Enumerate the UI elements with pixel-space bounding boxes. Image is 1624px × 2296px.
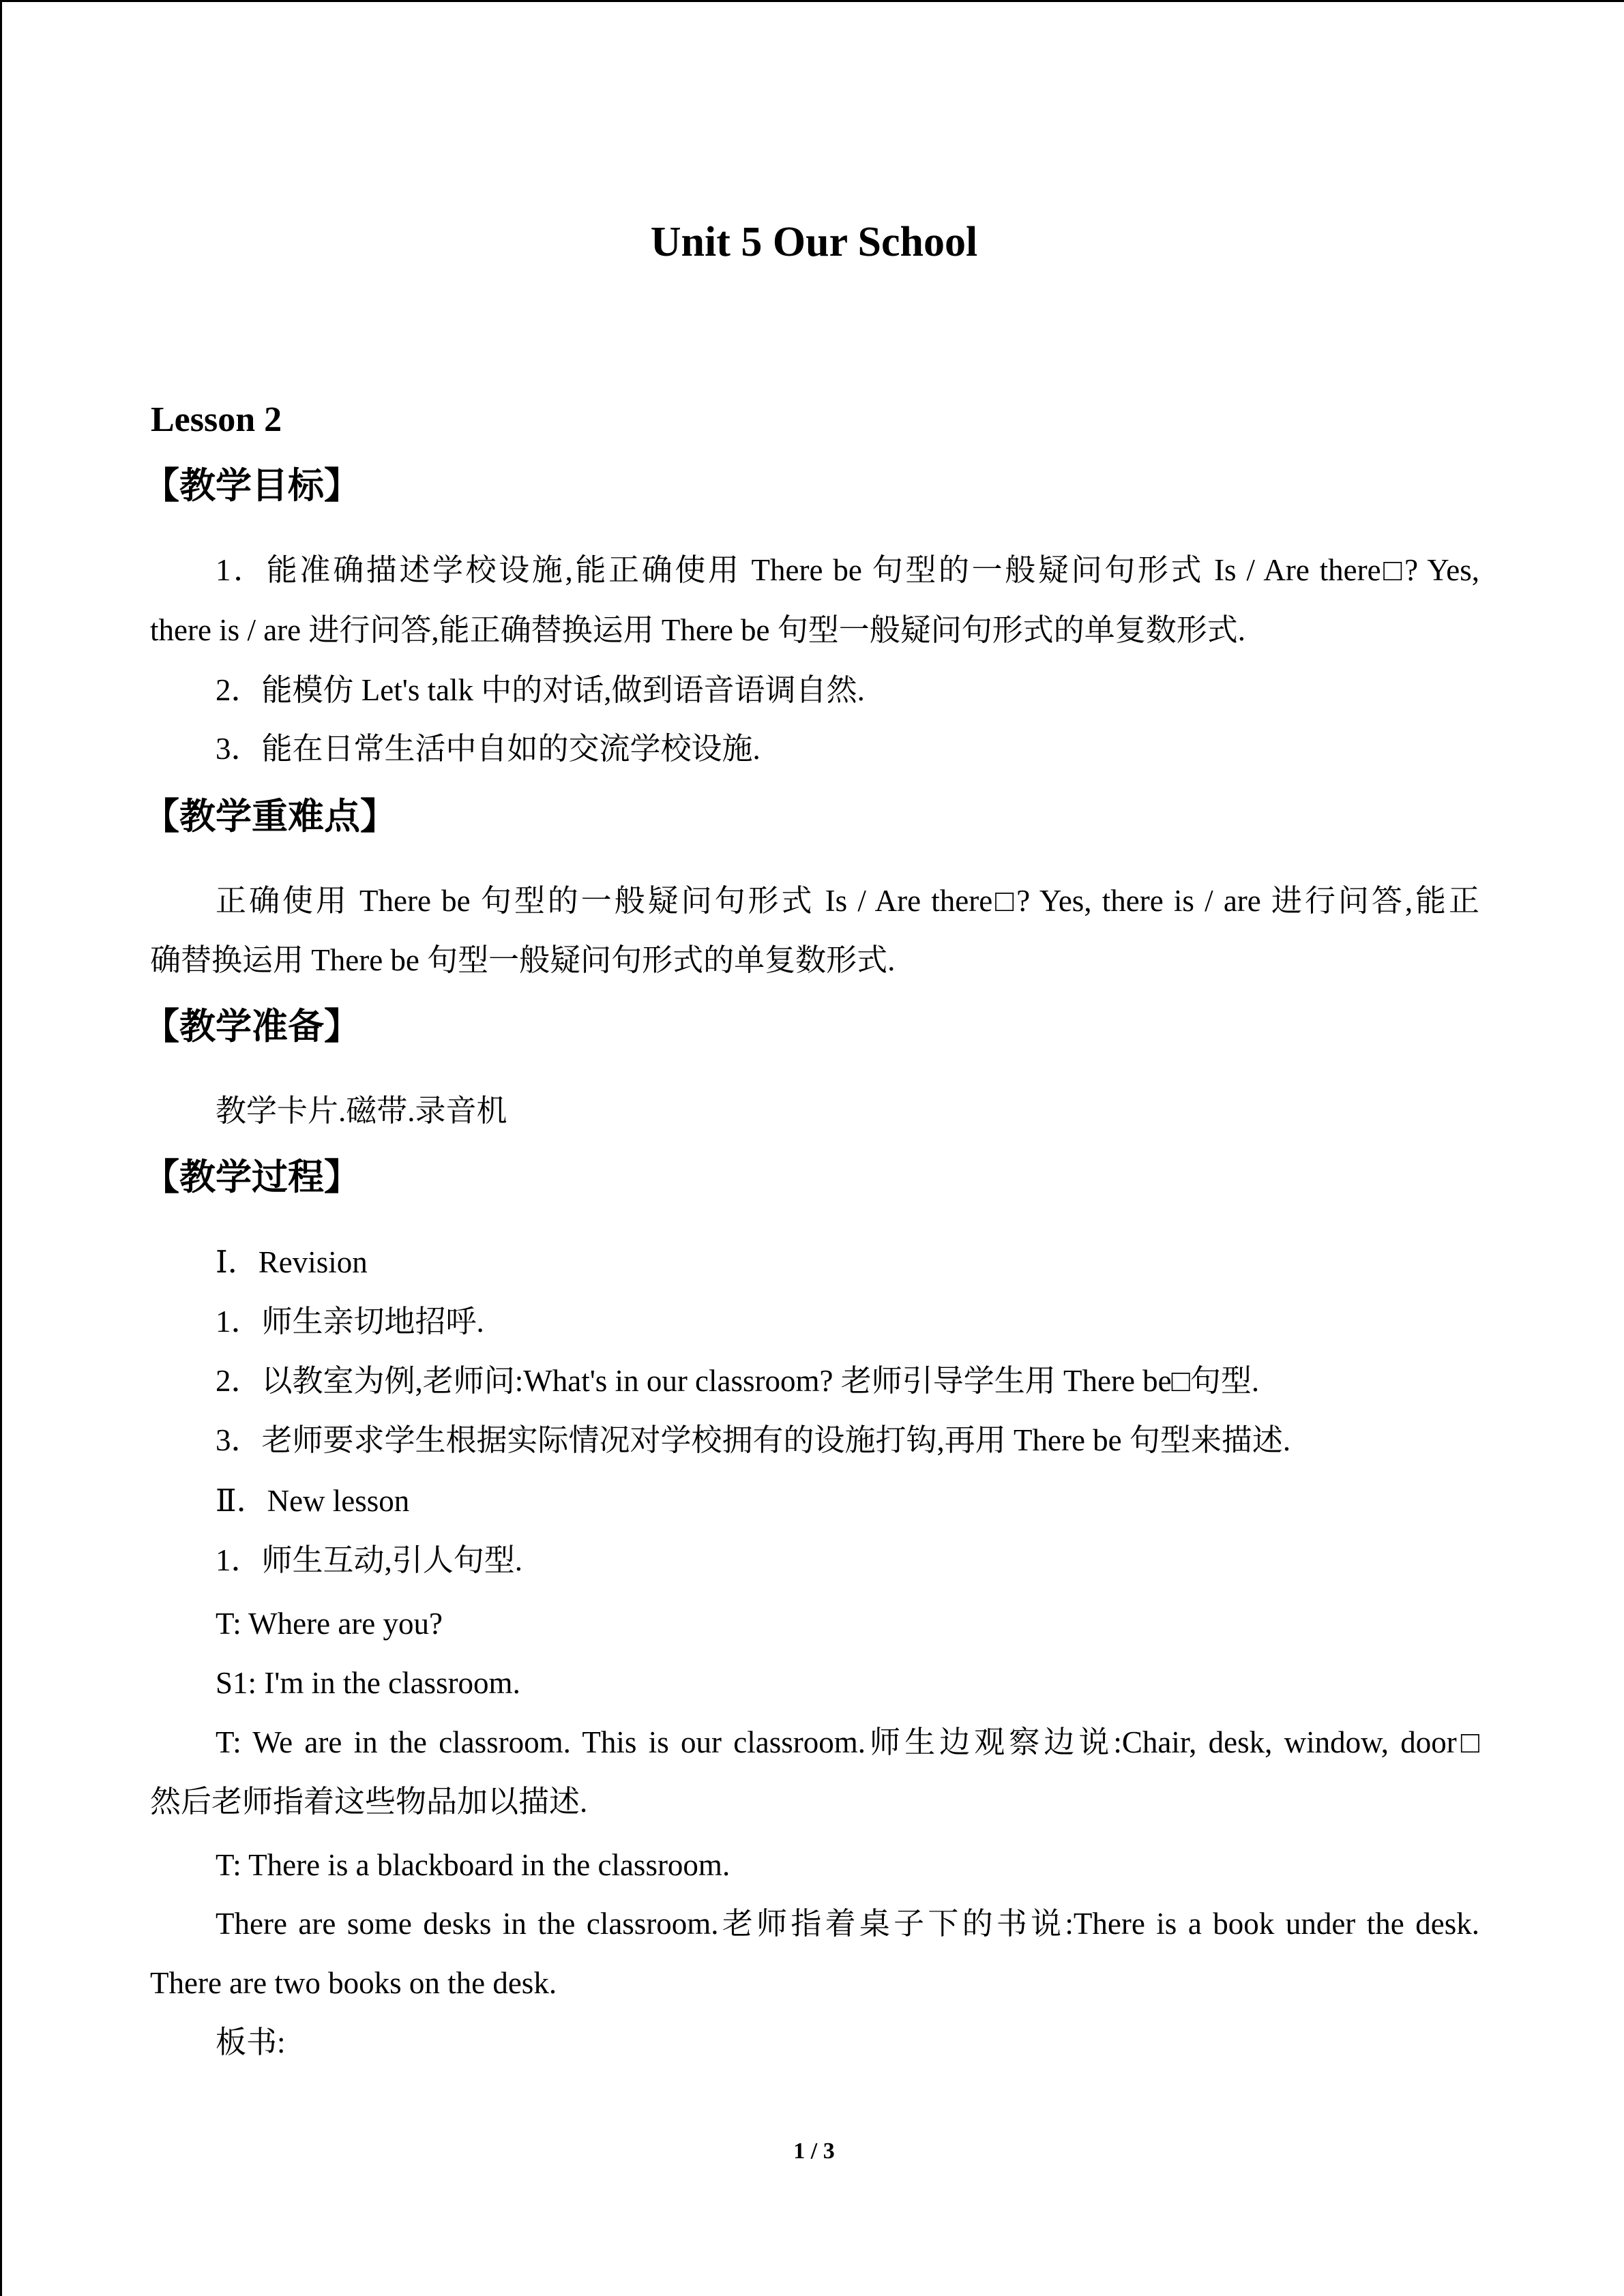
objectives-line-4: 3．能在日常生活中自如的交流学校设施. (216, 732, 761, 766)
preparation-line-1: 教学卡片.磁带.录音机 (216, 1094, 507, 1128)
process-line-2: 1．师生亲切地招呼. (216, 1304, 484, 1339)
process-line-11: T: There is a blackboard in the classroom. (216, 1848, 730, 1882)
section-heading-process: 【教学过程】 (143, 1157, 360, 1198)
process-line-7: T: Where are you? (216, 1607, 443, 1641)
process-line-3: 2．以教室为例,老师问:What's in our classroom? 老师引导学生用 There be□句型. (216, 1364, 1260, 1398)
process-line-12: There are some desks in the classroom.老师指着桌子下的书说:There is a book under the desk. (216, 1907, 1479, 1941)
process-line-9: T: We are in the classroom. This is our classroom.师生边观察边说:Chair, desk, window, door□ (216, 1725, 1479, 1759)
process-line-1: Ⅰ．Revision (216, 1245, 368, 1279)
lesson-label: Lesson 2 (151, 400, 282, 439)
objectives-line-1: 1．能准确描述学校设施,能正确使用 There be 句型的一般疑问句形式 Is / Are there□? Yes, (216, 553, 1479, 587)
key-points-line-1: 正确使用 There be 句型的一般疑问句形式 Is / Are there□? Yes, there is / are 进行问答,能正 (216, 884, 1479, 918)
process-line-5: Ⅱ．New lesson (216, 1484, 410, 1518)
process-line-14: 板书: (216, 2025, 286, 2059)
process-line-4: 3．老师要求学生根据实际情况对学校拥有的设施打钩,再用 There be 句型来描述. (216, 1423, 1291, 1457)
section-heading-objectives: 【教学目标】 (143, 465, 360, 507)
objectives-line-3: 2．能模仿 Let's talk 中的对话,做到语音语调自然. (216, 673, 865, 707)
process-line-13: There are two books on the desk. (150, 1966, 557, 2000)
objectives-line-2: there is / are 进行问答,能正确替换运用 There be 句型一般疑问句形式的单复数形式. (150, 613, 1246, 647)
process-line-10: 然后老师指着这些物品加以描述. (150, 1785, 588, 1819)
key-points-line-2: 确替换运用 There be 句型一般疑问句形式的单复数形式. (150, 943, 896, 977)
process-line-6: 1．师生互动,引人句型. (216, 1543, 523, 1577)
process-line-8: S1: I'm in the classroom. (216, 1666, 520, 1700)
page-indicator: 1 / 3 (793, 2138, 835, 2164)
section-heading-key-points: 【教学重难点】 (143, 796, 396, 837)
document-title: Unit 5 Our School (650, 219, 978, 265)
section-heading-preparation: 【教学准备】 (143, 1006, 360, 1047)
